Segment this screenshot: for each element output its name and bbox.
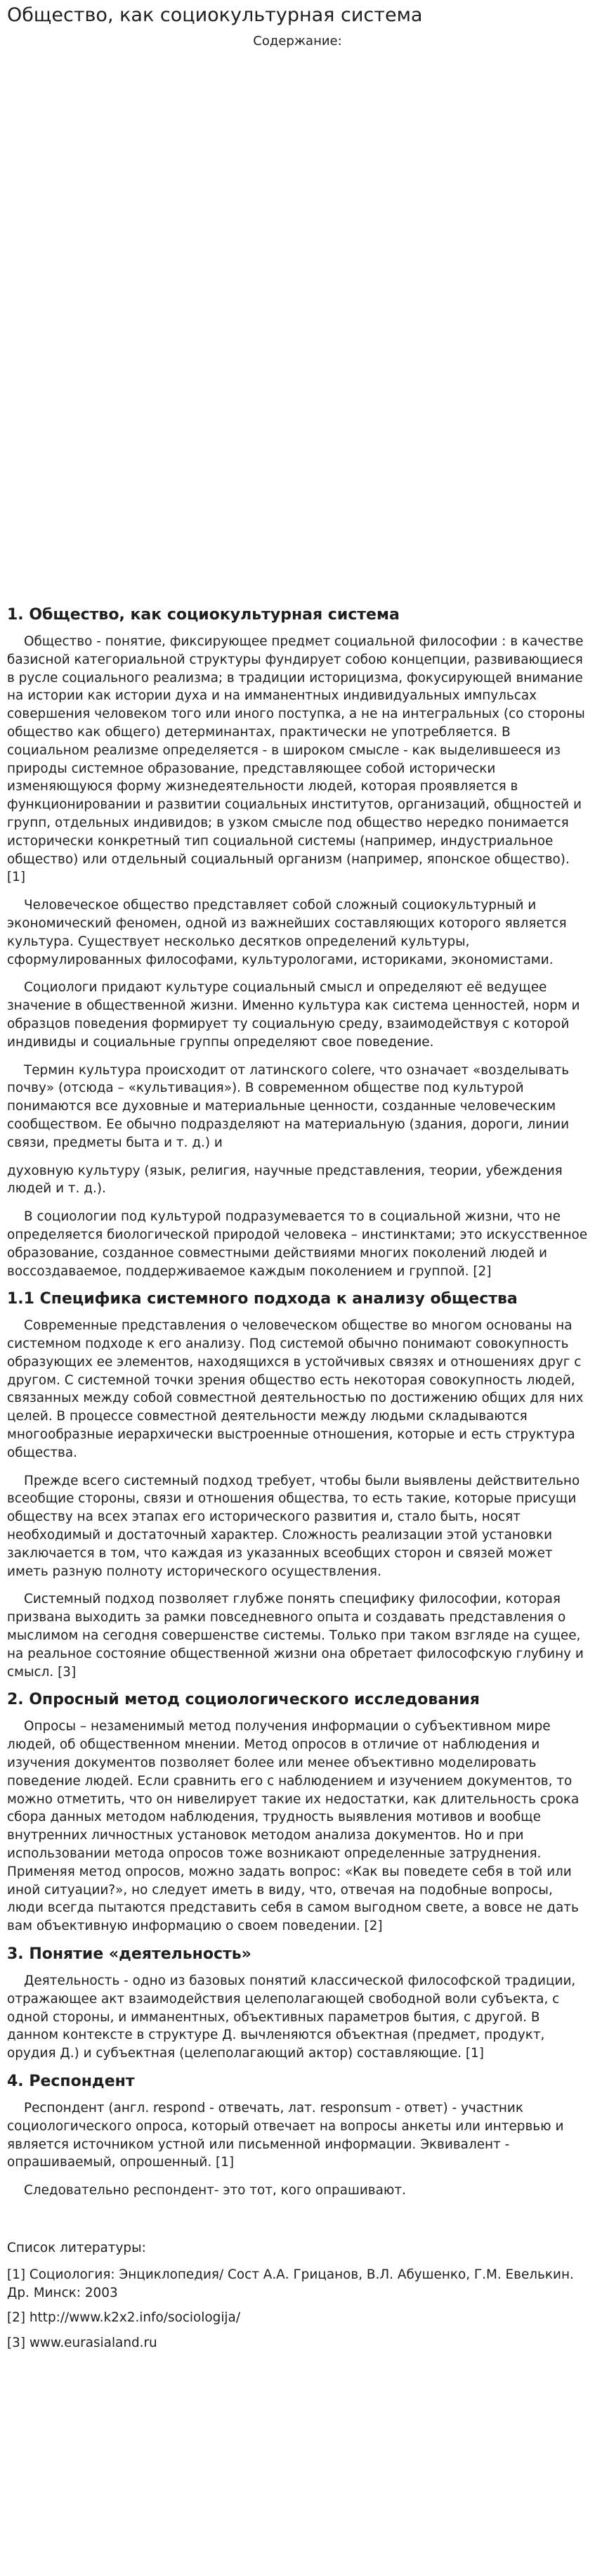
paragraph: Респондент (англ. respond - отвечать, лат. responsum - ответ) - участник социологического опроса, который отвечает на вопросы анкеты или интервью и является источником устной или письменной информации. Эквивалент - опрашиваемый, опрошенный. [1]: [7, 2100, 564, 2170]
section-survey-method: [7, 1691, 588, 1936]
section-respondent: [7, 2073, 588, 2200]
paragraph: Опросы – незаменимый метод получения информации о субъективном мире людей, об общественном мнении. Метод опросов в отличие от наблюдения и изучения документов позволяет более или менее объективно моделировать поведение людей. Если сравнить его с наблюдением и изучением документов, то можно отметить, что он нивелирует такие их недостатки, как длительность срока сбора данных методом наблюдения, трудность выявления мотивов и вообще внутренних личностных установок методом анализа документов. Но и при использовании метода опросов тоже возникают определенные затруднения. Применяя метод опросов, можно задать вопрос: «Как вы поведете себя в той или иной ситуации?», но следует иметь в виду, что, отвечая на подобные вопросы, люди всегда пытаются представить себя в самом выгодном свете, а вовсе не дать вам объективную информацию о своем поведении. [2]: [7, 1719, 580, 1934]
paragraph: В социологии под культурой подразумевается то в социальной жизни, что не определяется биологической природой человека – инстинктами; это искусственное образование, созданное совместными действиями многих поколений людей и воссоздаваемое, поддерживаемое каждым поколением и группой. [2]: [7, 1209, 588, 1279]
section-activity-concept: [7, 1945, 588, 2063]
table-of-contents-label: Содержание:: [253, 34, 342, 49]
section-society: [7, 606, 588, 1280]
paragraph: Современные представления о человеческом обществе во многом основаны на системном подходе к его анализу. Под системой обычно понимают совокупность образующих ее элементов, находящихся в устойчивых связях и отношениях друг с другом. С системной точки зрения общество есть некоторая совокупность людей, связанных между собой совместной деятельностью по достижению общих для них целей. В процессе совместной деятельности между людьми складываются многообразные иерархически выстроенные отношения, которые и есть структура общества.: [7, 1318, 584, 1460]
paragraph: духовную культуру (язык, религия, научные представления, теории, убеждения людей и т. д.).: [7, 1163, 563, 1197]
paragraph: Системный подход позволяет глубже понять специфику философии, которая призвана выходить за рамки повседневного опыта и создавать представления о мыслимом на сегодня совершенстве системы. Только при таком взгляде на сущее, на реальное состояние общественной жизни она обретает философскую глубину и смысл. [3]: [7, 1592, 584, 1680]
document-title: Общество, как социокультурная система: [7, 4, 423, 26]
paragraph: Социологи придают культуре социальный смысл и определяют её ведущее значение в общественной жизни. Именно культура как система ценностей, норм и образцов поведения формирует ту социальную среду, взаимодействуя с которой индивиды и социальные группы определяют свое поведение.: [7, 980, 580, 1050]
section-heading: 1.1 Специфика системного подхода к анализу общества: [7, 1290, 518, 1308]
reference-item: [3] www.eurasialand.ru: [7, 2336, 157, 2351]
section-heading: 4. Респондент: [7, 2072, 135, 2090]
paragraph: Следовательно респондент- это тот, кого опрашивают.: [24, 2183, 406, 2198]
section-heading: 1. Общество, как социокультурная система: [7, 606, 400, 624]
paragraph: Прежде всего системный подход требует, чтобы были выявлены действительно всеобщие стороны, связи и отношения общества, то есть такие, которые присущи обществу на всех этапах его исторического развития и, стало быть, носят необходимый и достаточный характер. Сложность реализации этой установки заключается в том, что каждая из указанных всеобщих сторон и связей может иметь разную полноту исторического осуществления.: [7, 1473, 580, 1579]
paragraph: Человеческое общество представляет собой сложный социокультурный и экономический феномен, одной из важнейших составляющих которого является культура. Существует несколько десятков определений культуры, сформулированных философами, культурологами, историками, экономистами.: [7, 898, 567, 967]
document-body: [7, 606, 588, 2359]
section-heading: 2. Опросный метод социологического исследования: [7, 1691, 480, 1709]
reference-item: [1] Социология: Энциклопедия/ Сост А.А. Грицанов, В.Л. Абушенко, Г.М. Евелькин. Др. Минск: 2003: [7, 2267, 574, 2300]
section-system-approach: [7, 1290, 588, 1681]
paragraph: Термин культура происходит от латинского colere, что означает «возделывать почву» (отсюда – «культивация»). В современном обществе под культурой понимаются все духовные и материальные ценности, созданные человеческим сообществом. Ее обычно подразделяют на материальную (здания, дороги, линии связи, предметы быта и т. д.) и: [7, 1062, 570, 1150]
references-section: [7, 2239, 588, 2352]
paragraph: Деятельность - одно из базовых понятий классической философской традиции, отражающее акт взаимодействия целеполагающей свободной воли субъекта, с одной стороны, и имманентных, объективных параметров бытия, с другой. В данном контексте в структуре Д. вычленяются объектная (предмет, продукт, орудия Д.) и субъектная (целеполагающий актор) составляющие. [1]: [7, 1973, 576, 2061]
paragraph: Общество - понятие, фиксирующее предмет социальной философии : в качестве базисной категориальной структуры фундирует собою концепции, развивающиеся в русле социального реализма; в традиции историцизма, фокусирующей внимание на истории как истории духа и на имманентных индивидуальных импульсах совершения человеком того или иного поступка, а не на интегральных (со стороны общество как общего) детерминантах, практически не употребляется. В социальном реализме определяется - в широком смысле - как выделившееся из природы системное образование, представляющее собой исторически изменяющуюся форму жизнедеятельности людей, которая проявляется в функционировании и развитии социальных институтов, организаций, общностей и групп, отдельных индивидов; в узком смысле под общество нередко понимается исторически конкретный тип социальной системы (например, индустриальное общество) или отдельный социальный организм (например, японское общество). [1]: [7, 634, 585, 885]
reference-item: [2] http://www.k2x2.info/sociologija/: [7, 2310, 241, 2326]
references-title: Список литературы:: [7, 2240, 146, 2255]
section-heading: 3. Понятие «деятельность»: [7, 1945, 251, 1963]
